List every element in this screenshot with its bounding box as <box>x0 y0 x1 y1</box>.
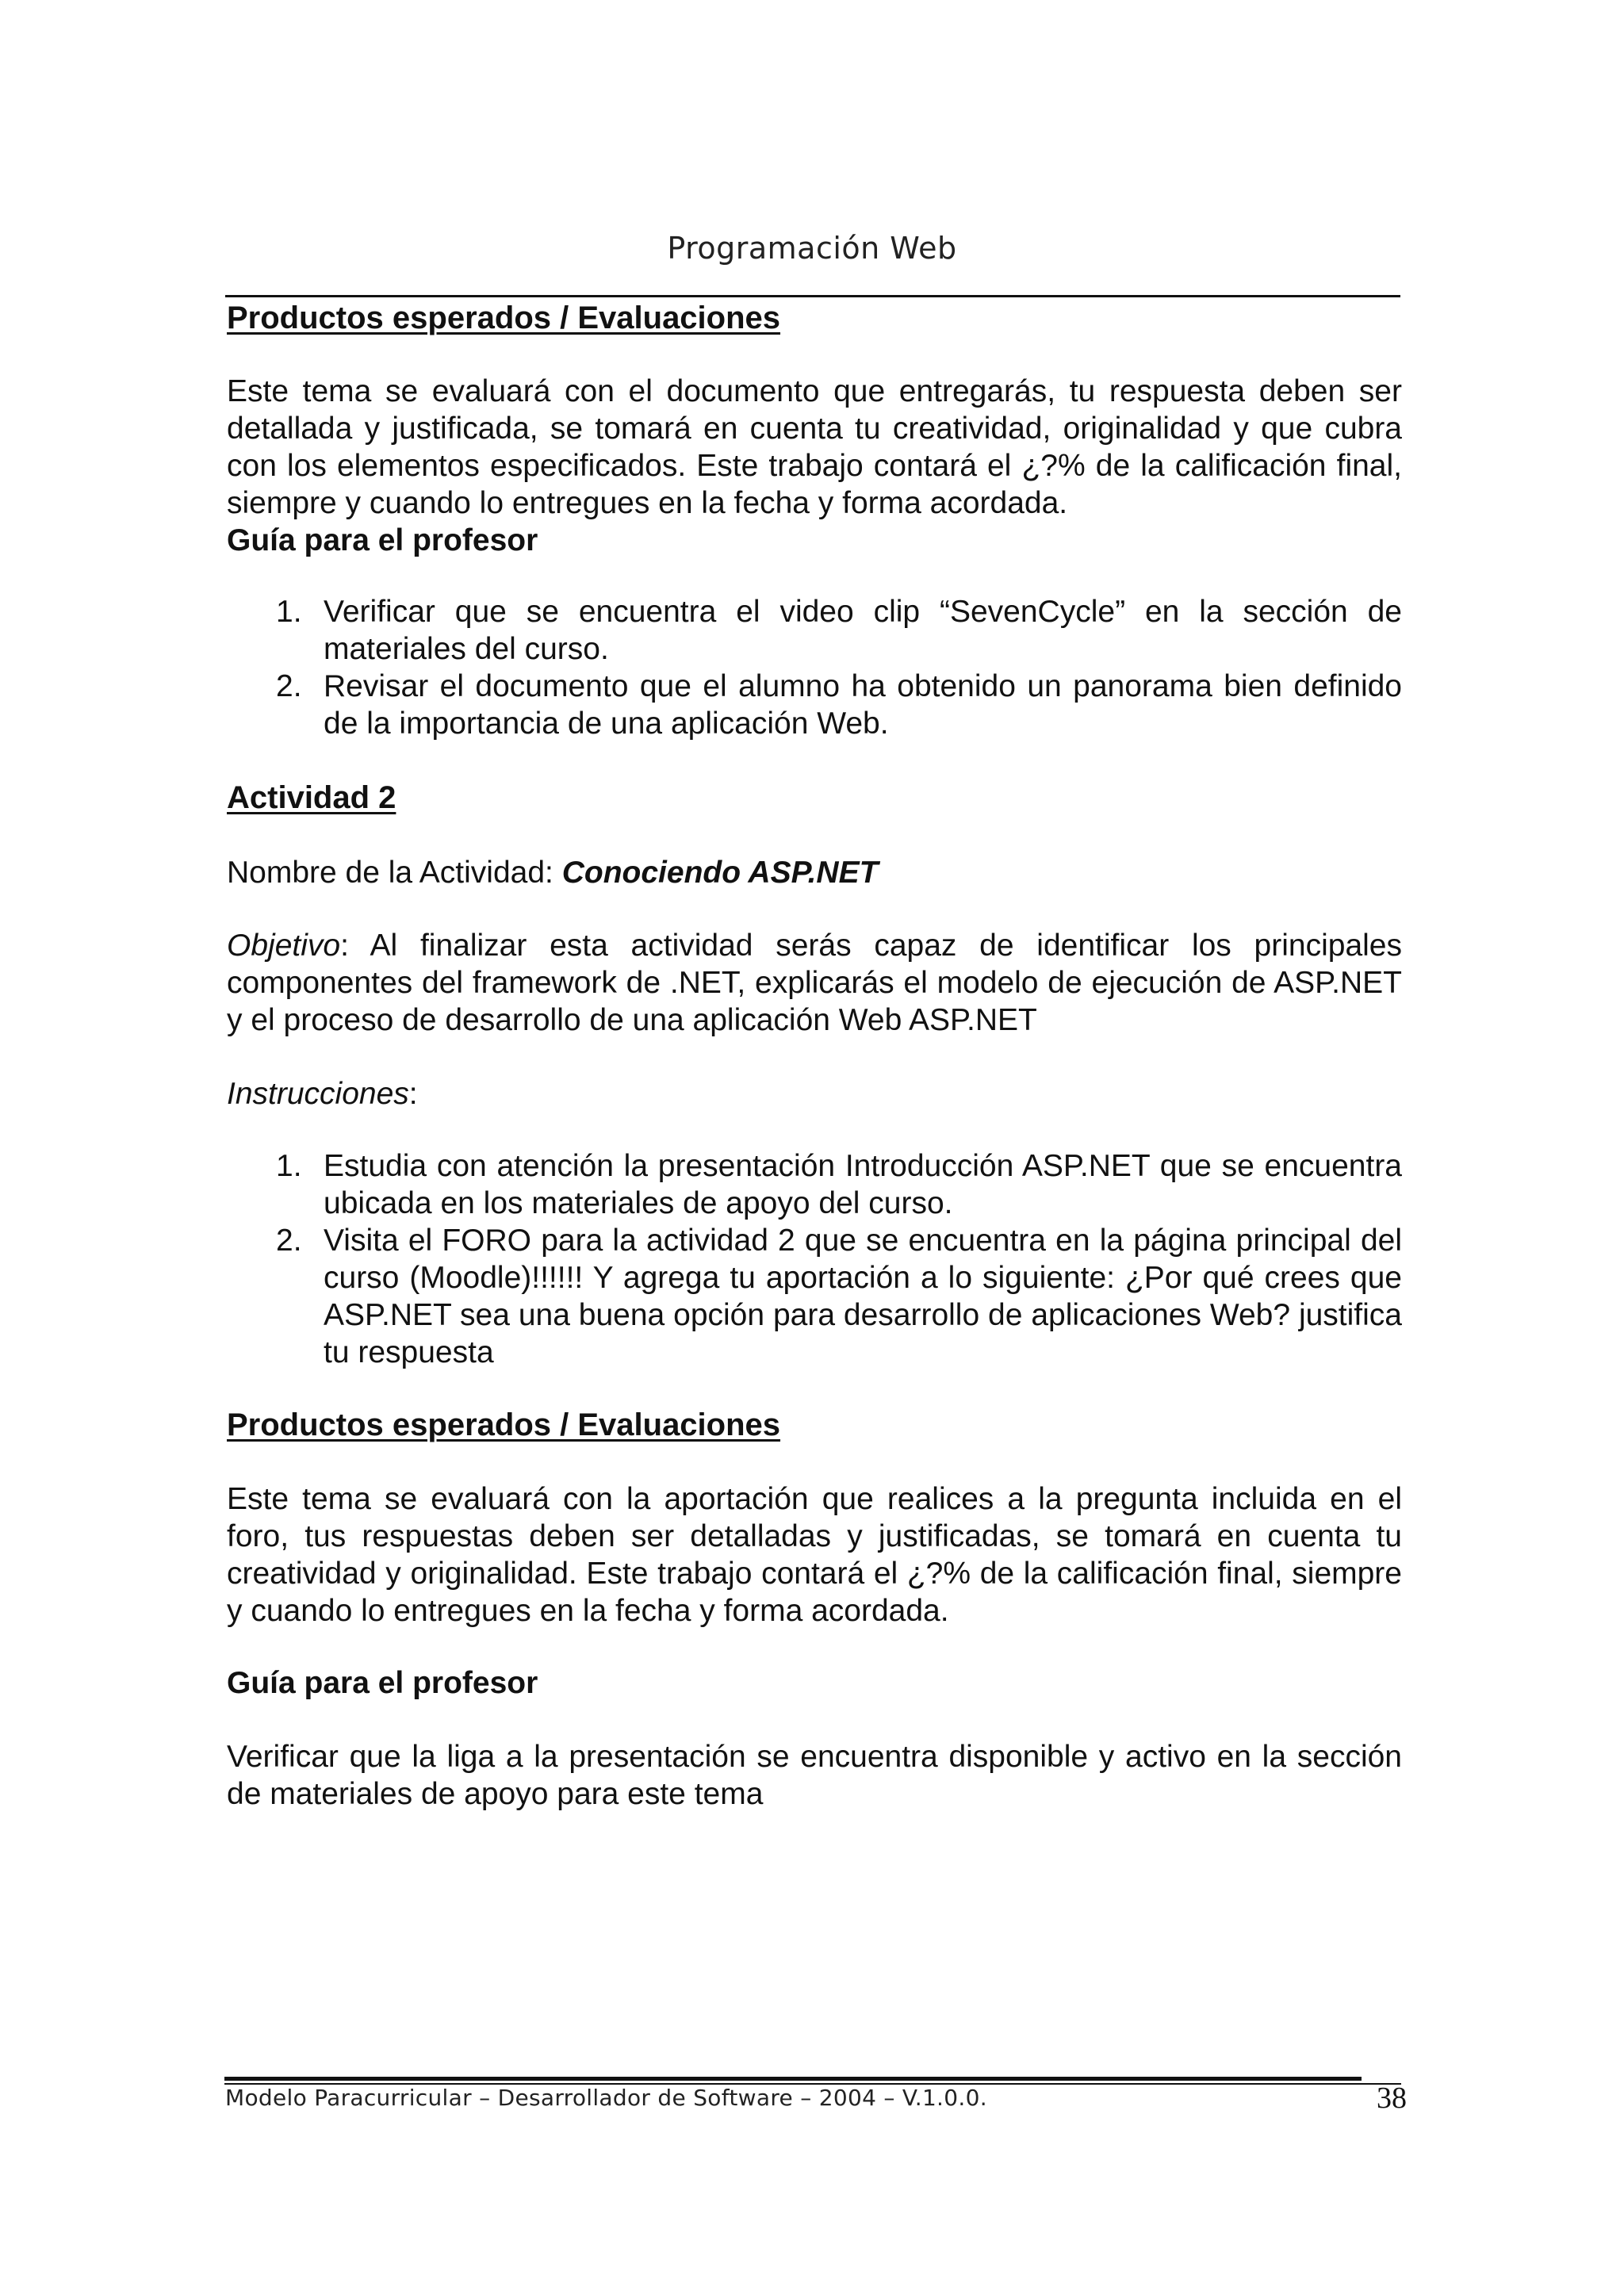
objective-text: : Al finalizar esta actividad serás capaz de identificar los principales componentes del framework de .NET, explicarás el modelo de ejecución de ASP.NET y el proceso de desarrollo de una aplicación Web ASP.NET <box>227 929 1402 1037</box>
footer-rule-thick <box>224 2077 1362 2081</box>
teacher-guide-heading-2: Guía para el profesor <box>227 1666 538 1700</box>
instructions-list <box>227 1147 1402 1371</box>
section-heading-products-1: Productos esperados / Evaluaciones <box>227 301 781 335</box>
list-item <box>227 668 1402 742</box>
instructions-colon: : <box>408 1077 418 1111</box>
list-item <box>227 1222 1402 1371</box>
list-item-number: 2. <box>276 669 302 703</box>
page-number: 38 <box>1377 2081 1407 2115</box>
activity-name-value: Conociendo ASP.NET <box>561 856 879 890</box>
list-item-number: 2. <box>276 1224 302 1258</box>
section-heading-activity: Actividad 2 <box>227 780 396 815</box>
activity-objective <box>227 927 1402 1039</box>
list-item <box>227 1147 1402 1222</box>
section-heading-products-2: Productos esperados / Evaluaciones <box>227 1407 781 1442</box>
objective-label: Objetivo <box>227 929 341 963</box>
activity-name-label: Nombre de la Actividad: <box>227 856 562 890</box>
list-item-text: Visita el FORO para la actividad 2 que se encuentra en la página principal del curso (Moodle)!!!!!! Y agrega tu aportación a lo siguiente: ¿Por qué crees que ASP.NET sea una buena opción para desarrollo de aplicaciones Web? justifica tu respuesta <box>324 1224 1402 1369</box>
teacher-guide-paragraph-2: Verificar que la liga a la presentación se encuentra disponible y activo en la sección de materiales de apoyo para este tema <box>227 1740 1402 1811</box>
instructions-label: Instrucciones <box>227 1077 409 1111</box>
activity-name-line <box>227 854 1402 891</box>
evaluation-paragraph-2: Este tema se evaluará con la aportación que realices a la pregunta incluida en el foro, tus respuestas deben ser detalladas y justificadas, se tomará en cuenta tu creatividad y originalidad. Este trabajo contará el ¿?% de la calificación final, siempre y cuando lo entregues en la fecha y forma acordada. <box>227 1482 1402 1628</box>
evaluation-paragraph-1: Este tema se evaluará con el documento que entregarás, tu respuesta deben ser detallada y justificada, se tomará en cuenta tu creatividad, originalidad y que cubra con los elementos especificados. Este trabajo contará el ¿?% de la calificación final, siempre y cuando lo entregues en la fecha y forma acordada. <box>227 374 1402 520</box>
list-item-text: Revisar el documento que el alumno ha obtenido un panorama bien definido de la importancia de una aplicación Web. <box>324 669 1402 741</box>
list-item <box>227 593 1402 668</box>
page-header-title: Programación Web <box>667 231 957 266</box>
teacher-guide-heading-1: Guía para el profesor <box>227 523 538 557</box>
footer-text: Modelo Paracurricular – Desarrollador de Software – 2004 – V.1.0.0. <box>225 2085 987 2111</box>
instructions-line <box>227 1075 1402 1113</box>
list-item-text: Estudia con atención la presentación Introducción ASP.NET que se encuentra ubicada en los materiales de apoyo del curso. <box>324 1149 1402 1220</box>
page-content <box>227 297 1402 1813</box>
list-item-text: Verificar que se encuentra el video clip “SevenCycle” en la sección de materiales del curso. <box>324 595 1402 666</box>
list-item-number: 1. <box>276 1149 302 1183</box>
teacher-guide-list-1 <box>227 593 1402 742</box>
list-item-number: 1. <box>276 595 302 629</box>
